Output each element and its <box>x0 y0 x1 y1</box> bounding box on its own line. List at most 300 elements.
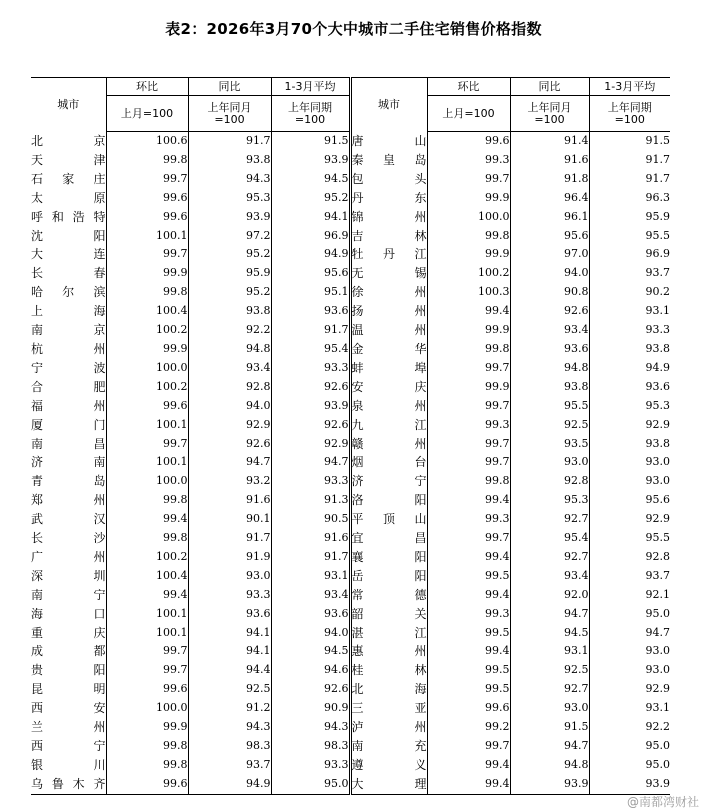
left-avg-cell: 92.6 <box>271 680 350 699</box>
right-avg-cell: 96.3 <box>589 189 670 208</box>
right-yoy-cell: 94.5 <box>510 624 589 643</box>
left-yoy-cell: 98.3 <box>188 737 271 756</box>
right-yoy-cell: 96.1 <box>510 208 589 227</box>
mom-header-right: 环比 <box>427 78 510 96</box>
left-yoy-cell: 93.4 <box>188 359 271 378</box>
right-city-cell: 北海 <box>350 680 427 699</box>
left-mom-cell: 100.6 <box>106 132 188 151</box>
right-avg-cell: 92.1 <box>589 586 670 605</box>
table-body <box>31 132 670 795</box>
left-city-cell: 太原 <box>31 190 106 205</box>
table-row <box>31 416 670 435</box>
left-city-cell: 武汉 <box>31 512 106 527</box>
right-city-cell: 丹东 <box>350 189 427 208</box>
right-mom-cell: 99.7 <box>427 453 510 472</box>
left-city-cell: 重庆 <box>31 625 106 640</box>
left-mom-cell: 100.2 <box>106 548 188 567</box>
left-city-cell: 广州 <box>31 549 106 564</box>
right-avg-cell: 93.0 <box>589 453 670 472</box>
table-row <box>31 491 670 510</box>
mom-subheader-right: 上月=100 <box>427 96 510 132</box>
left-avg-cell: 94.5 <box>271 642 350 661</box>
left-avg-cell: 92.6 <box>271 378 350 397</box>
yoy-subheader-left: 上年同月=100 <box>207 100 252 126</box>
right-yoy-cell: 93.0 <box>510 699 589 718</box>
left-mom-cell: 100.1 <box>106 227 188 246</box>
table-row <box>31 170 670 189</box>
left-yoy-cell: 91.7 <box>188 529 271 548</box>
left-city-cell: 西安 <box>31 701 106 716</box>
right-city-cell: 岳阳 <box>350 567 427 586</box>
right-city-cell: 蚌埠 <box>350 359 427 378</box>
right-yoy-cell: 91.5 <box>510 718 589 737</box>
table-row <box>31 586 670 605</box>
table-row <box>31 529 670 548</box>
left-yoy-cell: 92.8 <box>188 378 271 397</box>
right-mom-cell: 99.4 <box>427 491 510 510</box>
left-yoy-cell: 93.6 <box>188 605 271 624</box>
right-yoy-cell: 92.7 <box>510 510 589 529</box>
left-yoy-cell: 92.9 <box>188 416 271 435</box>
left-mom-cell: 99.7 <box>106 435 188 454</box>
table-row <box>31 189 670 208</box>
left-city-cell: 长沙 <box>31 531 106 546</box>
right-city-cell: 秦皇岛 <box>350 151 427 170</box>
right-city-cell: 洛阳 <box>350 491 427 510</box>
right-yoy-cell: 95.4 <box>510 529 589 548</box>
left-avg-cell: 92.9 <box>271 435 350 454</box>
right-mom-cell: 99.3 <box>427 416 510 435</box>
left-mom-cell: 99.6 <box>106 775 188 794</box>
left-avg-cell: 91.5 <box>271 132 350 151</box>
table-row <box>31 756 670 775</box>
right-yoy-cell: 91.4 <box>510 132 589 151</box>
left-avg-cell: 91.6 <box>271 529 350 548</box>
right-yoy-cell: 95.3 <box>510 491 589 510</box>
right-yoy-cell: 93.4 <box>510 567 589 586</box>
right-mom-cell: 99.4 <box>427 548 510 567</box>
right-avg-cell: 93.1 <box>589 699 670 718</box>
right-mom-cell: 100.3 <box>427 283 510 302</box>
left-avg-cell: 90.9 <box>271 699 350 718</box>
right-city-cell: 韶关 <box>350 605 427 624</box>
table-row <box>31 245 670 264</box>
right-mom-cell: 99.4 <box>427 586 510 605</box>
right-yoy-cell: 92.7 <box>510 548 589 567</box>
table-row <box>31 264 670 283</box>
right-mom-cell: 99.3 <box>427 605 510 624</box>
mom-header-left: 环比 <box>106 78 188 96</box>
left-yoy-cell: 93.8 <box>188 151 271 170</box>
right-mom-cell: 99.7 <box>427 397 510 416</box>
left-yoy-cell: 94.3 <box>188 170 271 189</box>
table-row <box>31 378 670 397</box>
left-avg-cell: 93.9 <box>271 151 350 170</box>
left-mom-cell: 99.8 <box>106 283 188 302</box>
right-city-cell: 唐山 <box>350 132 427 151</box>
left-avg-cell: 95.6 <box>271 264 350 283</box>
left-avg-cell: 91.3 <box>271 491 350 510</box>
left-city-cell: 成都 <box>31 644 106 659</box>
right-avg-cell: 95.6 <box>589 491 670 510</box>
left-avg-cell: 94.6 <box>271 661 350 680</box>
right-mom-cell: 99.9 <box>427 321 510 340</box>
left-mom-cell: 99.7 <box>106 642 188 661</box>
left-mom-cell: 100.4 <box>106 302 188 321</box>
left-yoy-cell: 94.4 <box>188 661 271 680</box>
left-mom-cell: 99.6 <box>106 189 188 208</box>
right-city-cell: 襄阳 <box>350 548 427 567</box>
left-mom-cell: 100.0 <box>106 472 188 491</box>
right-mom-cell: 99.5 <box>427 624 510 643</box>
left-yoy-cell: 95.9 <box>188 264 271 283</box>
right-mom-cell: 99.3 <box>427 510 510 529</box>
left-city-cell: 深圳 <box>31 568 106 583</box>
left-mom-cell: 99.7 <box>106 245 188 264</box>
right-mom-cell: 99.9 <box>427 378 510 397</box>
right-mom-cell: 99.8 <box>427 340 510 359</box>
right-avg-cell: 92.2 <box>589 718 670 737</box>
right-city-cell: 锦州 <box>350 208 427 227</box>
right-city-cell: 泉州 <box>350 397 427 416</box>
left-avg-cell: 93.6 <box>271 605 350 624</box>
right-yoy-cell: 91.8 <box>510 170 589 189</box>
right-mom-cell: 99.7 <box>427 170 510 189</box>
left-mom-cell: 99.9 <box>106 264 188 283</box>
right-yoy-cell: 93.0 <box>510 453 589 472</box>
left-city-cell: 厦门 <box>31 417 106 432</box>
left-avg-cell: 93.6 <box>271 302 350 321</box>
table-row <box>31 208 670 227</box>
right-yoy-cell: 96.4 <box>510 189 589 208</box>
left-avg-cell: 95.1 <box>271 283 350 302</box>
right-yoy-cell: 93.6 <box>510 340 589 359</box>
left-avg-cell: 93.3 <box>271 756 350 775</box>
right-city-cell: 九江 <box>350 416 427 435</box>
left-avg-cell: 93.9 <box>271 397 350 416</box>
avg-subheader-right: 上年同期=100 <box>607 100 652 126</box>
mom-subheader-left: 上月=100 <box>106 96 188 132</box>
right-yoy-cell: 95.6 <box>510 227 589 246</box>
right-yoy-cell: 97.0 <box>510 245 589 264</box>
right-avg-cell: 94.7 <box>589 624 670 643</box>
left-city-cell: 哈尔滨 <box>31 285 106 300</box>
left-yoy-cell: 92.5 <box>188 680 271 699</box>
left-city-cell: 西宁 <box>31 739 106 753</box>
left-city-cell: 合肥 <box>31 379 106 394</box>
table-row <box>31 661 670 680</box>
right-avg-cell: 92.9 <box>589 680 670 699</box>
right-avg-cell: 90.2 <box>589 283 670 302</box>
left-city-cell: 银川 <box>31 757 106 772</box>
right-mom-cell: 99.9 <box>427 189 510 208</box>
right-yoy-cell: 92.6 <box>510 302 589 321</box>
left-yoy-cell: 95.3 <box>188 189 271 208</box>
left-yoy-cell: 93.0 <box>188 567 271 586</box>
left-yoy-cell: 94.8 <box>188 340 271 359</box>
right-yoy-cell: 94.0 <box>510 264 589 283</box>
left-mom-cell: 100.4 <box>106 567 188 586</box>
left-mom-cell: 99.8 <box>106 756 188 775</box>
avg-subheader-left: 上年同期=100 <box>288 100 332 126</box>
right-avg-cell: 93.3 <box>589 321 670 340</box>
left-city-cell: 南昌 <box>31 436 106 451</box>
table-row <box>31 737 670 756</box>
table-row <box>31 283 670 302</box>
left-yoy-cell: 94.0 <box>188 397 271 416</box>
table-row <box>31 397 670 416</box>
left-city-cell: 呼和浩特 <box>31 209 106 224</box>
left-city-cell: 上海 <box>31 304 106 319</box>
right-avg-cell: 93.7 <box>589 567 670 586</box>
right-city-cell: 遵义 <box>350 756 427 775</box>
left-mom-cell: 99.7 <box>106 661 188 680</box>
left-yoy-cell: 93.3 <box>188 586 271 605</box>
right-mom-cell: 99.7 <box>427 529 510 548</box>
right-mom-cell: 99.2 <box>427 718 510 737</box>
right-avg-cell: 91.7 <box>589 170 670 189</box>
left-city-cell: 南京 <box>31 323 106 338</box>
table-row <box>31 340 670 359</box>
left-yoy-cell: 95.2 <box>188 245 271 264</box>
right-avg-cell: 93.1 <box>589 302 670 321</box>
right-yoy-cell: 93.9 <box>510 775 589 794</box>
left-city-cell: 郑州 <box>31 493 106 508</box>
right-city-cell: 烟台 <box>350 453 427 472</box>
left-yoy-cell: 90.1 <box>188 510 271 529</box>
left-avg-cell: 94.5 <box>271 170 350 189</box>
left-mom-cell: 99.4 <box>106 586 188 605</box>
left-city-cell: 青岛 <box>31 474 106 489</box>
right-city-cell: 常德 <box>350 586 427 605</box>
left-mom-cell: 99.8 <box>106 737 188 756</box>
right-mom-cell: 99.4 <box>427 642 510 661</box>
left-city-cell: 天津 <box>31 152 106 167</box>
right-mom-cell: 99.3 <box>427 151 510 170</box>
table-row <box>31 302 670 321</box>
left-yoy-cell: 91.2 <box>188 699 271 718</box>
table-row <box>31 132 670 151</box>
left-avg-cell: 91.7 <box>271 548 350 567</box>
right-city-cell: 扬州 <box>350 302 427 321</box>
table-row <box>31 359 670 378</box>
table-row <box>31 680 670 699</box>
left-avg-cell: 95.2 <box>271 189 350 208</box>
right-city-cell: 吉林 <box>350 227 427 246</box>
right-yoy-cell: 92.5 <box>510 661 589 680</box>
right-avg-cell: 92.9 <box>589 510 670 529</box>
right-mom-cell: 99.4 <box>427 302 510 321</box>
right-mom-cell: 99.5 <box>427 680 510 699</box>
right-city-cell: 三亚 <box>350 699 427 718</box>
right-yoy-cell: 93.1 <box>510 642 589 661</box>
right-mom-cell: 99.6 <box>427 699 510 718</box>
left-city-cell: 海口 <box>31 606 106 621</box>
left-yoy-cell: 93.2 <box>188 472 271 491</box>
right-yoy-cell: 91.6 <box>510 151 589 170</box>
right-yoy-cell: 90.8 <box>510 283 589 302</box>
right-city-cell: 无锡 <box>350 264 427 283</box>
table-row <box>31 227 670 246</box>
right-mom-cell: 99.5 <box>427 661 510 680</box>
right-mom-cell: 99.4 <box>427 775 510 794</box>
right-city-cell: 金华 <box>350 340 427 359</box>
left-yoy-cell: 95.2 <box>188 283 271 302</box>
left-avg-cell: 93.3 <box>271 472 350 491</box>
left-yoy-cell: 93.7 <box>188 756 271 775</box>
left-yoy-cell: 94.9 <box>188 775 271 794</box>
table-row <box>31 472 670 491</box>
left-avg-cell: 94.7 <box>271 453 350 472</box>
table-row <box>31 453 670 472</box>
right-mom-cell: 100.2 <box>427 264 510 283</box>
left-mom-cell: 99.6 <box>106 208 188 227</box>
table-row <box>31 718 670 737</box>
right-city-cell: 安庆 <box>350 378 427 397</box>
right-mom-cell: 99.8 <box>427 227 510 246</box>
right-avg-cell: 95.3 <box>589 397 670 416</box>
watermark: @南都湾财社 <box>626 795 699 809</box>
table-row <box>31 642 670 661</box>
right-city-cell: 济宁 <box>350 472 427 491</box>
left-avg-cell: 94.1 <box>271 208 350 227</box>
left-yoy-cell: 94.7 <box>188 453 271 472</box>
right-yoy-cell: 94.7 <box>510 737 589 756</box>
right-mom-cell: 99.5 <box>427 567 510 586</box>
right-mom-cell: 99.6 <box>427 132 510 151</box>
left-mom-cell: 99.6 <box>106 397 188 416</box>
price-index-table <box>31 77 670 795</box>
right-avg-cell: 91.5 <box>589 132 670 151</box>
left-mom-cell: 99.6 <box>106 680 188 699</box>
right-city-cell: 惠州 <box>350 642 427 661</box>
table-row <box>31 548 670 567</box>
right-mom-cell: 100.0 <box>427 208 510 227</box>
right-city-cell: 徐州 <box>350 283 427 302</box>
right-avg-cell: 95.0 <box>589 756 670 775</box>
right-mom-cell: 99.8 <box>427 472 510 491</box>
right-avg-cell: 93.0 <box>589 642 670 661</box>
table-row <box>31 321 670 340</box>
left-avg-cell: 98.3 <box>271 737 350 756</box>
right-yoy-cell: 92.5 <box>510 416 589 435</box>
left-yoy-cell: 94.1 <box>188 624 271 643</box>
left-avg-cell: 90.5 <box>271 510 350 529</box>
right-city-cell: 平顶山 <box>350 510 427 529</box>
left-city-cell: 福州 <box>31 398 106 413</box>
right-avg-cell: 93.0 <box>589 472 670 491</box>
right-yoy-cell: 94.8 <box>510 359 589 378</box>
table-row <box>31 624 670 643</box>
right-city-cell: 泸州 <box>350 718 427 737</box>
table-row <box>31 567 670 586</box>
right-avg-cell: 93.6 <box>589 378 670 397</box>
right-city-cell: 宜昌 <box>350 529 427 548</box>
city-header-right: 城市 <box>350 78 427 132</box>
right-city-cell: 大理 <box>350 775 427 794</box>
right-avg-cell: 93.7 <box>589 264 670 283</box>
right-mom-cell: 99.4 <box>427 756 510 775</box>
left-city-cell: 南宁 <box>31 587 106 602</box>
right-avg-cell: 96.9 <box>589 245 670 264</box>
page-title: 表2：2026年3月70个大中城市二手住宅销售价格指数 <box>165 20 542 38</box>
right-yoy-cell: 92.7 <box>510 680 589 699</box>
left-avg-cell: 96.9 <box>271 227 350 246</box>
left-mom-cell: 99.9 <box>106 340 188 359</box>
right-city-cell: 湛江 <box>350 624 427 643</box>
right-city-cell: 温州 <box>350 321 427 340</box>
avg-header-left: 1-3月平均 <box>271 78 350 96</box>
right-avg-cell: 93.8 <box>589 435 670 454</box>
yoy-header-right: 同比 <box>510 78 589 96</box>
left-avg-cell: 93.1 <box>271 567 350 586</box>
left-yoy-cell: 94.3 <box>188 718 271 737</box>
right-city-cell: 南充 <box>350 737 427 756</box>
right-avg-cell: 92.9 <box>589 416 670 435</box>
left-mom-cell: 99.8 <box>106 529 188 548</box>
right-city-cell: 牡丹江 <box>350 245 427 264</box>
left-mom-cell: 100.0 <box>106 699 188 718</box>
right-yoy-cell: 92.8 <box>510 472 589 491</box>
left-avg-cell: 92.6 <box>271 416 350 435</box>
left-city-cell: 济南 <box>31 455 106 470</box>
left-yoy-cell: 91.7 <box>188 132 271 151</box>
left-yoy-cell: 91.9 <box>188 548 271 567</box>
left-mom-cell: 99.4 <box>106 510 188 529</box>
right-avg-cell: 93.8 <box>589 340 670 359</box>
left-city-cell: 沈阳 <box>31 228 106 243</box>
left-city-cell: 杭州 <box>31 341 106 356</box>
left-mom-cell: 99.9 <box>106 718 188 737</box>
left-avg-cell: 94.9 <box>271 245 350 264</box>
right-city-cell: 赣州 <box>350 435 427 454</box>
left-mom-cell: 99.8 <box>106 491 188 510</box>
left-avg-cell: 95.4 <box>271 340 350 359</box>
right-yoy-cell: 93.4 <box>510 321 589 340</box>
left-mom-cell: 100.1 <box>106 624 188 643</box>
left-city-cell: 北京 <box>31 133 106 148</box>
left-mom-cell: 100.2 <box>106 378 188 397</box>
right-city-cell: 包头 <box>350 170 427 189</box>
left-mom-cell: 100.0 <box>106 359 188 378</box>
left-avg-cell: 94.3 <box>271 718 350 737</box>
left-city-cell: 昆明 <box>31 682 106 697</box>
right-avg-cell: 93.9 <box>589 775 670 794</box>
right-yoy-cell: 93.8 <box>510 378 589 397</box>
avg-header-right: 1-3月平均 <box>589 78 670 96</box>
left-avg-cell: 93.3 <box>271 359 350 378</box>
yoy-subheader-right: 上年同月=100 <box>527 100 572 126</box>
right-mom-cell: 99.7 <box>427 737 510 756</box>
right-yoy-cell: 94.7 <box>510 605 589 624</box>
table-row <box>31 435 670 454</box>
left-city-cell: 兰州 <box>31 720 106 735</box>
left-mom-cell: 100.1 <box>106 605 188 624</box>
right-avg-cell: 95.9 <box>589 208 670 227</box>
right-avg-cell: 94.9 <box>589 359 670 378</box>
table-row <box>31 605 670 624</box>
right-avg-cell: 95.0 <box>589 737 670 756</box>
left-yoy-cell: 93.9 <box>188 208 271 227</box>
left-avg-cell: 95.0 <box>271 775 350 794</box>
right-avg-cell: 91.7 <box>589 151 670 170</box>
left-yoy-cell: 97.2 <box>188 227 271 246</box>
right-yoy-cell: 92.0 <box>510 586 589 605</box>
left-mom-cell: 100.2 <box>106 321 188 340</box>
left-avg-cell: 93.4 <box>271 586 350 605</box>
table-row <box>31 151 670 170</box>
yoy-header-left: 同比 <box>188 78 271 96</box>
